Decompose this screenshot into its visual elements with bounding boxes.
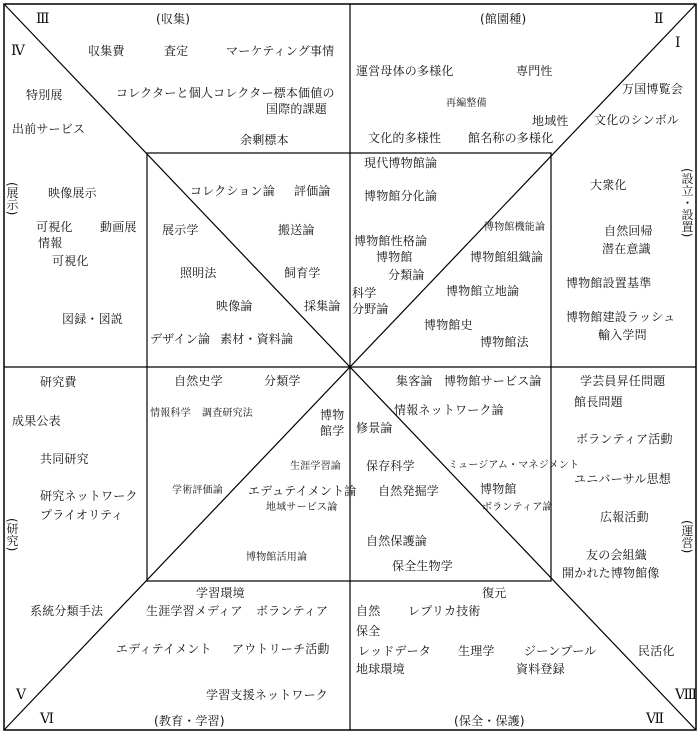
term: 保存科学 xyxy=(366,459,415,473)
term: 大衆化 xyxy=(590,178,627,192)
term: 情報 xyxy=(38,236,63,250)
roman-VI: Ⅵ xyxy=(40,711,55,727)
term: 余剰標本 xyxy=(240,133,289,147)
header-conservation: (保全・保護) xyxy=(454,714,525,728)
term: 収集費 xyxy=(88,44,125,58)
term: 資料登録 xyxy=(516,662,565,676)
term: 分野論 xyxy=(352,302,389,316)
term: 博物館設置基準 xyxy=(566,276,652,290)
term: ボランティア xyxy=(256,604,329,618)
term: エデュテイメント論 xyxy=(248,484,357,498)
term: 映像展示 xyxy=(48,186,97,200)
term: 博物 xyxy=(320,408,345,422)
term: 自然保護論 xyxy=(366,534,428,548)
term: レプリカ技術 xyxy=(408,604,481,618)
term: ユニバーサル思想 xyxy=(574,472,672,486)
term: 復元 xyxy=(482,586,507,600)
term: 生涯学習論 xyxy=(290,461,341,472)
term: 可視化 xyxy=(36,220,73,234)
term: 自然発掘学 xyxy=(378,484,440,498)
term: 博物館組織論 xyxy=(470,250,544,264)
header-education: (教育・学習) xyxy=(154,714,225,728)
term: 博物館 xyxy=(480,482,517,496)
term: マーケティング事情 xyxy=(226,44,335,58)
term: デザイン論 xyxy=(150,332,211,346)
term: 現代博物館論 xyxy=(364,156,438,170)
term: 博物館性格論 xyxy=(354,234,428,248)
term: 自然史学 xyxy=(174,374,223,388)
term: 自然回帰 xyxy=(604,224,653,238)
term: 出前サービス xyxy=(12,122,86,136)
term: 学習環境 xyxy=(196,586,245,600)
term: 博物館分化論 xyxy=(364,189,438,203)
header-research: (研究) xyxy=(5,518,19,552)
term: 博物館建設ラッシュ xyxy=(566,310,676,324)
term: 展示学 xyxy=(162,223,199,237)
header-establishment: (設立・設置) xyxy=(680,168,694,238)
term: 情報科学 xyxy=(150,408,191,419)
term: 自然 xyxy=(356,604,381,618)
roman-III: Ⅲ xyxy=(36,11,50,27)
term: 博物館史 xyxy=(424,318,473,332)
roman-VII: Ⅶ xyxy=(646,711,665,727)
term: 飼育学 xyxy=(284,266,321,280)
term: 文化のシンボル xyxy=(594,113,680,127)
term: 学習支援ネットワーク xyxy=(206,688,329,702)
term: 学術評価論 xyxy=(172,485,223,496)
term: 修景論 xyxy=(356,421,393,435)
term: 特別展 xyxy=(26,88,63,102)
term: 潜在意識 xyxy=(602,242,651,256)
header-operation: (運営) xyxy=(680,520,694,554)
roman-VIII: Ⅷ xyxy=(675,687,698,703)
term: 博物館立地論 xyxy=(446,284,520,298)
term: 映像論 xyxy=(216,299,253,313)
term: 館学 xyxy=(320,424,345,438)
term: 調査研究法 xyxy=(202,408,253,419)
term: コレクターと個人コレクター標本価値の xyxy=(116,86,335,100)
term: 館長問題 xyxy=(574,395,623,409)
term: 地域性 xyxy=(532,114,569,128)
term: 国際的課題 xyxy=(266,102,328,116)
term: 搬送論 xyxy=(278,223,315,237)
term: 館名称の多様化 xyxy=(468,131,554,145)
term: ミュージアム・マネジメント xyxy=(448,460,580,471)
term: 広報活動 xyxy=(600,510,649,524)
roman-V: Ⅴ xyxy=(16,687,27,703)
term: 学芸員昇任問題 xyxy=(580,374,666,388)
term: プライオリティ xyxy=(40,508,124,522)
term: 地域サービス論 xyxy=(266,502,338,513)
header-exhibition: (展示) xyxy=(5,182,19,216)
term: 集客論 xyxy=(396,374,433,388)
term: 専門性 xyxy=(516,64,553,78)
term: 輸入学問 xyxy=(598,328,647,342)
term: 開かれた博物館像 xyxy=(562,566,660,580)
term: コレクション論 xyxy=(190,184,275,198)
term: 照明法 xyxy=(180,266,217,280)
term: 成果公表 xyxy=(12,414,61,428)
term: アウトリーチ活動 xyxy=(232,642,330,656)
term: 博物館サービス論 xyxy=(444,374,542,388)
term: 保全生物学 xyxy=(392,559,454,573)
term: 博物館 xyxy=(376,250,413,264)
term: 図録・図説 xyxy=(62,312,124,326)
term: 文化的多様性 xyxy=(368,131,442,145)
term: レッドデータ xyxy=(358,644,432,658)
term: 生理学 xyxy=(458,644,495,658)
term: 生涯学習メディア xyxy=(146,604,243,618)
term: ボランティア活動 xyxy=(576,432,673,446)
term: 可視化 xyxy=(52,254,89,268)
term: 評価論 xyxy=(294,184,331,198)
term: 分類論 xyxy=(388,268,425,282)
term: 保全 xyxy=(356,624,381,638)
term: エディテイメント xyxy=(116,642,212,656)
term: 共同研究 xyxy=(40,452,89,466)
term: 博物館法 xyxy=(480,335,529,349)
term: 科学 xyxy=(352,286,377,300)
term: 素材・資料論 xyxy=(220,332,294,346)
roman-II: Ⅱ xyxy=(654,11,664,27)
term: 博物館機能論 xyxy=(484,222,546,233)
term: 地球環境 xyxy=(356,662,405,676)
term: 採集論 xyxy=(304,299,341,313)
term: 動画展 xyxy=(100,220,137,234)
term: 博物館活用論 xyxy=(246,552,308,563)
header-museum-type: (館園種) xyxy=(480,12,527,26)
term: 再編整備 xyxy=(446,98,487,109)
term: 友の会組織 xyxy=(586,548,648,562)
term: 研究費 xyxy=(40,375,77,389)
term: 運営母体の多様化 xyxy=(356,64,454,78)
term: 情報ネットワーク論 xyxy=(394,403,504,417)
term: 系統分類手法 xyxy=(30,604,104,618)
term: ボランティア論 xyxy=(482,502,553,513)
roman-I: Ⅰ xyxy=(675,35,681,51)
term: 民活化 xyxy=(638,644,675,658)
roman-IV: Ⅳ xyxy=(11,43,26,59)
term: ジーンプール xyxy=(524,644,597,658)
term: 万国博覧会 xyxy=(622,82,684,96)
term: 分類学 xyxy=(264,374,301,388)
term: 研究ネットワーク xyxy=(40,489,138,503)
term: 査定 xyxy=(164,44,189,58)
header-collection: (収集) xyxy=(156,12,191,26)
